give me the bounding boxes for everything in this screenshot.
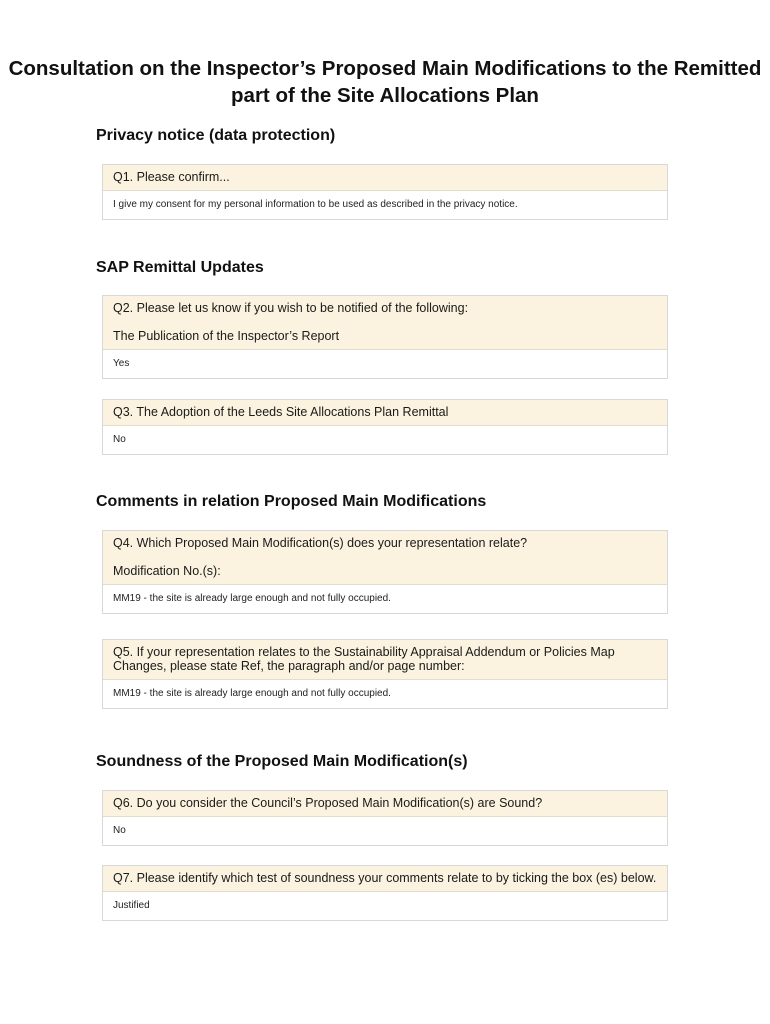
question-q4: Q4. Which Proposed Main Modification(s) does your representation relate? <box>113 536 528 550</box>
document-title: Consultation on the Inspector’s Proposed Main Modifications to the Remitted part of the Site Allocations Plan <box>8 57 762 107</box>
question-q2-sub: The Publication of the Inspector’s Report <box>113 329 340 343</box>
question-header-q4 <box>103 531 667 585</box>
question-q7: Q7. Please identify which test of soundness your comments relate to by ticking the box (es) below. <box>103 866 667 892</box>
question-header-q2 <box>103 296 667 350</box>
answer-q4: MM19 - the site is already large enough and not fully occupied. <box>113 593 391 604</box>
answer-q3: No <box>113 434 126 445</box>
question-box-q2 <box>102 295 668 379</box>
question-q6: Q6. Do you consider the Council’s Proposed Main Modification(s) are Sound? <box>103 791 667 817</box>
section-heading-soundness: Soundness of the Proposed Main Modification(s) <box>96 753 468 770</box>
question-q5: Q5. If your representation relates to the Sustainability Appraisal Addendum or Policies Map Changes, please state Ref, the paragraph and/or page number: <box>103 640 667 680</box>
answer-q1: I give my consent for my personal information to be used as described in the privacy notice. <box>113 199 518 210</box>
question-box-q4 <box>102 530 668 614</box>
answer-q7: Justified <box>113 900 150 911</box>
question-box-q1 <box>102 164 668 220</box>
section-heading-comments: Comments in relation Proposed Main Modifications <box>96 493 487 510</box>
answer-q5: MM19 - the site is already large enough and not fully occupied. <box>113 688 391 699</box>
section-heading-sap: SAP Remittal Updates <box>96 259 264 276</box>
question-box-q7 <box>102 865 668 921</box>
answer-q2: Yes <box>113 358 130 369</box>
answer-q6: No <box>113 825 126 836</box>
question-q3: Q3. The Adoption of the Leeds Site Allocations Plan Remittal <box>103 400 667 426</box>
question-box-q5 <box>102 639 668 709</box>
question-q4-sub: Modification No.(s): <box>113 564 221 578</box>
question-q2: Q2. Please let us know if you wish to be notified of the following: <box>113 301 469 315</box>
section-heading-privacy: Privacy notice (data protection) <box>96 127 336 144</box>
question-box-q6 <box>102 790 668 846</box>
question-box-q3 <box>102 399 668 455</box>
question-q1: Q1. Please confirm... <box>103 165 667 191</box>
